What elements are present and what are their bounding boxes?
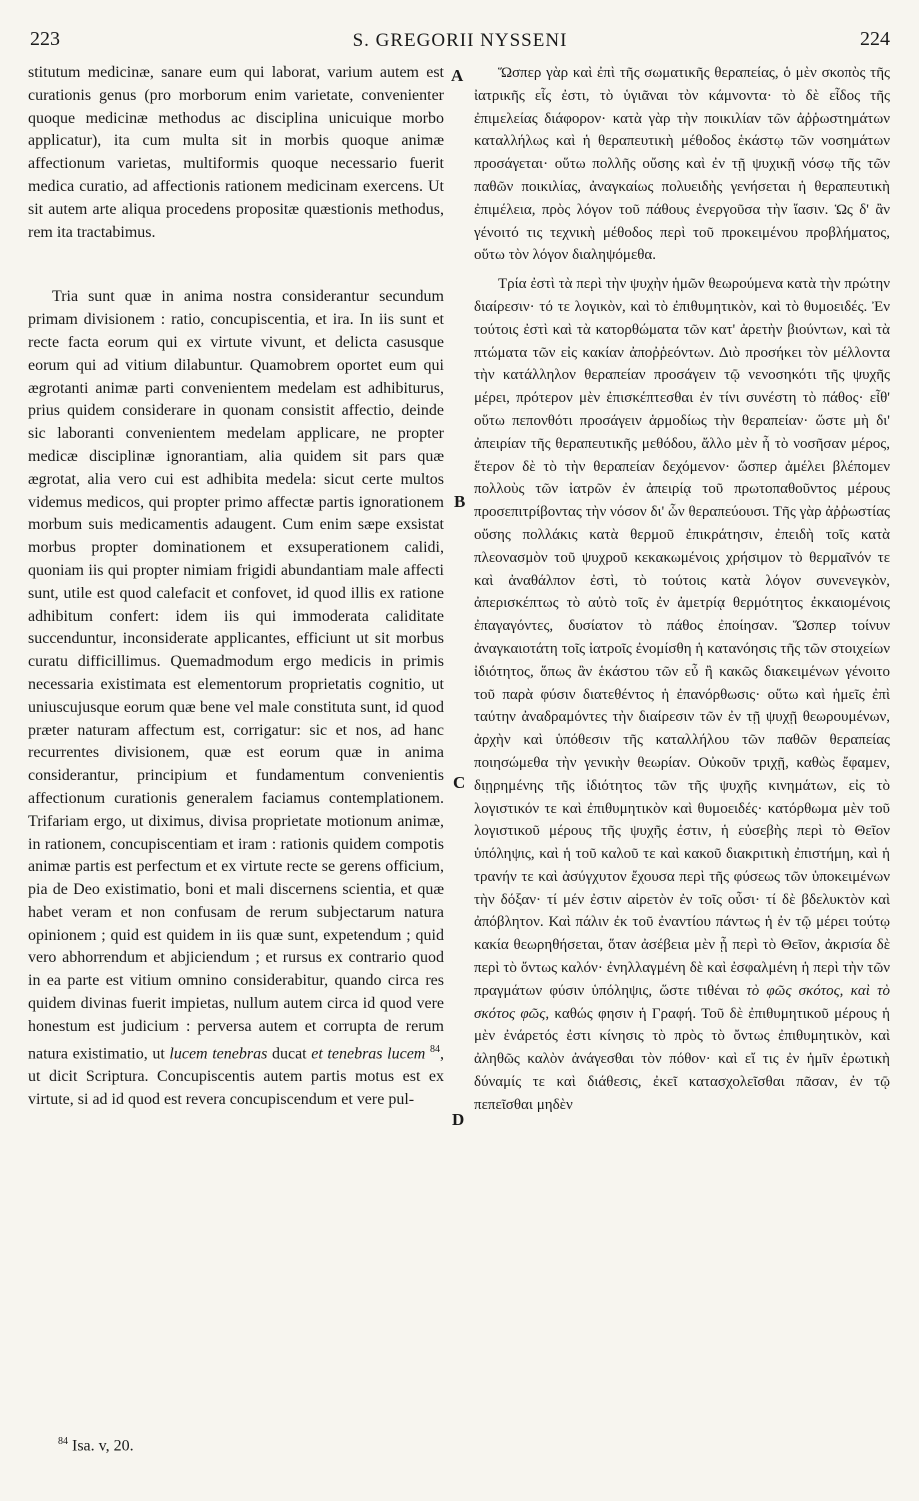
- greek-text-2b: , καθώς φησιν ἡ Γραφή. Τοῦ δὲ ἐπιθυμητικοῦ μέρους ἡ μὲν ἐνάρετός ἐστι κίνησις τὸ πρὸς τὸ ὄντως ἐπιθυμητικὸν, καὶ ἀληθῶς καλὸν ἀνάγεσθαι τὸν πόθον· καὶ εἴ τις ἐν ἡμῖν ἐρωτικὴ δύναμίς τε καὶ διάθεσις, ἐκεῖ κατασχολεῖσθαι πᾶσαν, ἐν τῷ πεπεῖσθαι μηδὲν: [474, 1005, 890, 1113]
- greek-paragraph-1: Ὥσπερ γὰρ καὶ ἐπὶ τῆς σωματικῆς θεραπείας, ὁ μὲν σκοπὸς τῆς ἰατρικῆς εἷς ἐστι, τὸ ὑγιᾶναι τὸν κάμνοντα· τὸ δὲ εἶδος τῆς ἐπιμελείας διάφορον· κατὰ γὰρ τὴν ποικιλίαν τῶν ἀῤῥωστημάτων καταλλήλως καὶ ἡ θεραπευτικὴ μέθοδος ἑκάστῳ τῶν νοσημάτων προσάγεται· οὕτω πολλῆς οὔσης καὶ ἐν τῇ ψυχικῇ νόσῳ τῆς τῶν παθῶν ποικιλίας, ἀναγκαίως πολυειδὴς γενήσεται ἡ θεραπευτικὴ ἐπιμέλεια, πρὸς λόγον τοῦ πάθους ἐνεργοῦσα τὴν ἴασιν. Ὡς δ' ἂν γένοιτό τις τεχνικὴ μέθοδος περὶ τοῦ προκειμένου προβλήματος, οὕτω τὸν λόγον διαληψόμεθα.: [474, 65, 890, 264]
- latin-italic-tenebras-lucem: et tenebras lucem: [311, 1045, 426, 1062]
- footnote-ref: 84: [430, 1043, 440, 1055]
- latin-text-2a: Tria sunt quæ in anima nostra considerantur secundum primam divisionem : ratio, concupiscentia, et ira. In iis sunt et recte facta eorum qui ex virtute vivunt, et delicta casusque eorum qui ad vitium dilabuntur. Quamobrem oportet eum qui ægrotanti animæ parti convenientem medelam est adhibiturus, prius quidem considerare in quonam consistit affectio, deinde sic laboranti convenientem medelam applicare, ne propter medicæ disciplinæ ignorantiam, alia quidem sit pars quæ ægrotat, alia vero cui est adhibita medela: sicut certe multos videmus medicos, qui propter primo affectæ partis ignorationem morbum suis medicamentis adaugent. Cum enim sæpe exsistat morbus propter dominationem et exsuperationem calidi, quoniam iis qui propter nimiam frigidi abundantiam male affecti sunt, utile est quod calefacit et confovet, id quod illis ex ratione adhibitum confert: idem iis qui immoderata caliditate succenduntur, inconsiderate applicantes, efficiunt ut sit morbus curatu difficillimus. Quemadmodum ergo medicis in primis necessaria existimata est elementorum proprietatis cognitio, ut uniuscujusque eorum quæ bene vel male constituta sunt, id quod præter naturam affectum est, corrigatur: sic et nos, ad hanc recurrentes divisionem, quæ est eorum quæ in anima considerantur, principium et fundamentum convenientis affectionum curationis generalem faciamus contemplationem. Trifariam ergo, ut diximus, divisa proprietate motionum animæ, in rationem, concupiscentiam et iram : rationis quidem compotis animæ partis est perfectum et ex virtute recte se gerens officium, pia de Deo existimatio, boni et mali discernens scientia, et quæ habet veram et non confusam de rerum subjectarum natura opinionem ; quid est quidem in iis quæ sunt, expetendum ; quid vero abhorrendum et abjiciendum ; et rursus ex contrario quod in ea parte est vitium omnino considerabitur, quando circa res quidem divinas fuerit impietas, nullum autem circa id quod vere honestum est judicium : perversa autem et corrupta de rerum natura existimatio, ut: [28, 288, 444, 1062]
- footnote-number: 84: [58, 1436, 68, 1447]
- greek-column: [474, 62, 890, 1117]
- margin-marker-c: C: [453, 773, 466, 792]
- margin-marker-d: D: [452, 1110, 465, 1129]
- footnote: [58, 1436, 134, 1455]
- running-title: S. GREGORII NYSSENI: [352, 30, 568, 51]
- margin-marker-b: B: [454, 492, 466, 511]
- greek-text-2a: Τρία ἐστὶ τὰ περὶ τὴν ψυχὴν ἡμῶν θεωρούμενα κατὰ τὴν πρώτην διαίρεσιν· τό τε λογικὸν, καὶ τὸ ἐπιθυμητικὸν, καὶ τὸ θυμοειδές. Ἐν τούτοις ἐστὶ καὶ τὰ κατορθώματα τῶν κατ' ἀρετὴν βιούντων, καὶ τὰ πτώματα τῶν εἰς κακίαν ἀποῤῥεόντων. Διὸ προσήκει τὸν μέλλοντα τὴν κατάλληλον θεραπείαν προσάγειν τῷ νενοσηκότι τῆς ψυχῆς μέρει, πρότερον μὲν ἐπισκέπτεσθαι ἐν τίνι συνέστη τὸ πάθος· εἶθ' οὕτω πεπονθότι προσάγειν ἁρμοδίως τὴν θεραπείαν· ὥστε μὴ δι' ἀπειρίαν τῆς θεραπευτικῆς μεθόδου, ἄλλο μὲν ἦ τὸ νοσῆσαν μέρος, ἕτερον δὲ τὸ τὴν θεραπείαν δεχόμενον· ὥσπερ ἀμέλει βλέπομεν πολλοὺς τῶν ἰατρῶν ἐν ἀπειρίᾳ τοῦ πρωτοπαθοῦντος μέρους προσεπιτρίβοντας τὴν νόσον δι' ὧν θεραπεύουσι. Τῆς γὰρ ἀῤῥωστίας οὔσης πολλάκις κατὰ θερμοῦ ἐπικράτησιν, ἐπειδὴ τοῖς κατὰ πλεονασμὸν τοῦ ψυχροῦ κεκακωμένοις χρήσιμον τὸ θερμαῖνόν τε καὶ ἀναθάλπον ἐστὶ, τὸ τούτοις κατὰ λόγον συνενεγκὸν, ἀπερισκέπτως τὸ αὐτὸ τοῖς ἐν ἀμετρίᾳ θερμότητος ἐκκαιομένοις ἐπαγαγόντες, δυσίατον τὸ πάθος ἐποίησαν. Ὥσπερ τοίνυν ἀναγκαιοτάτη τοῖς ἰατροῖς ἐνομίσθη ἡ κατανόησις τῆς τῶν στοιχείων ἰδιότητος, ὅπως ἂν ἑκάστου τῶν εὖ ἢ κακῶς διακειμένων γένοιτο τοῦ παρὰ φύσιν διατεθέντος ἡ ἐπανόρθωσις· οὕτω καὶ ἡμεῖς ἐπὶ ταύτην ἀναδραμόντες τὴν διαίρεσιν τῶν ἐν τῇ ψυχῇ θεωρουμένων, ἀρχὴν καὶ ὑπόθεσιν τῆς καταλλήλου τῶν παθῶν θεραπείας ποιησώμεθα τὴν γενικὴν θεωρίαν. Οὐκοῦν τριχῇ, καθὼς ἔφαμεν, διῃρημένης τῆς ἰδιότητος τῶν τῆς ψυχῆς κινημάτων, εἰς τὸ λογιστικόν τε καὶ ἐπιθυμητικὸν καὶ θυμοειδές· κατόρθωμα μὲν τοῦ λογιστικοῦ μέρους τῆς ψυχῆς ἐστιν, ἡ εὐσεβὴς περὶ τὸ Θεῖον ὑπόληψις, καὶ ἡ τοῦ καλοῦ τε καὶ κακοῦ διακριτικὴ ἐπιστήμη, καὶ ἡ τρανήν τε καὶ ἀσύγχυτον ἔχουσα περὶ τῆς φύσεως τῶν ὑποκειμένων τὴν δόξαν· τί μέν ἐστιν αἱρετὸν ἐν τοῖς οὖσι· τί δὲ βδελυκτὸν καὶ ἀπόβλητον. Καὶ πάλιν ἐκ τοῦ ἐναντίου πάντως ἡ ἐν τῷ μέρει τούτῳ κακία θεωρηθήσεται, ὅταν ἀσέβεια μὲν ᾖ περὶ τὸ Θεῖον, ἀκρισία δὲ περὶ τὸ ὄντως καλόν· ἐνηλλαγμένη δὲ καὶ ἐσφαλμένη ἡ περὶ τὴν τῶν πραγμάτων φύσιν ὑπόληψις, ὥστε τιθέναι: [474, 276, 890, 999]
- latin-column: [28, 62, 444, 1111]
- paragraph-gap: [28, 244, 444, 286]
- page-number-right: 224: [860, 28, 890, 50]
- page-header: [30, 28, 890, 54]
- latin-text-2c: , ut dicit Scriptura. Concupiscentis autem partis motus est ex virtute, si ad id quod est revera concupiscendum et vere pul-: [28, 1045, 444, 1108]
- greek-paragraph-2: [474, 273, 890, 1116]
- latin-paragraph-1: stitutum medicinæ, sanare eum qui laborat, varium autem est curationis genus (pro morborum enim varietate, convenienter quoque medicinæ methodus ac disciplina unicuique morbo applicatur), ita cum multa sit in morbis quoque animæ affectionum varietas, multiformis quoque necessario fuerit medica curatio, ad affectionis rationem medicinam exercens. Ut sit autem arte aliqua procedens propositæ quæstionis methodus, rem ita tractabimus.: [28, 64, 444, 241]
- greek-italic-phos-skotos: τὸ φῶς σκότος, καὶ τὸ σκότος φῶς: [474, 982, 890, 1022]
- latin-italic-lucem-tenebras: lucem tenebras: [169, 1045, 268, 1062]
- footnote-text: Isa. v, 20.: [68, 1437, 134, 1455]
- latin-text-2b: ducat: [267, 1045, 312, 1062]
- margin-marker-a: A: [451, 66, 464, 85]
- page-number-left: 223: [30, 28, 60, 50]
- latin-paragraph-2: [28, 286, 444, 1111]
